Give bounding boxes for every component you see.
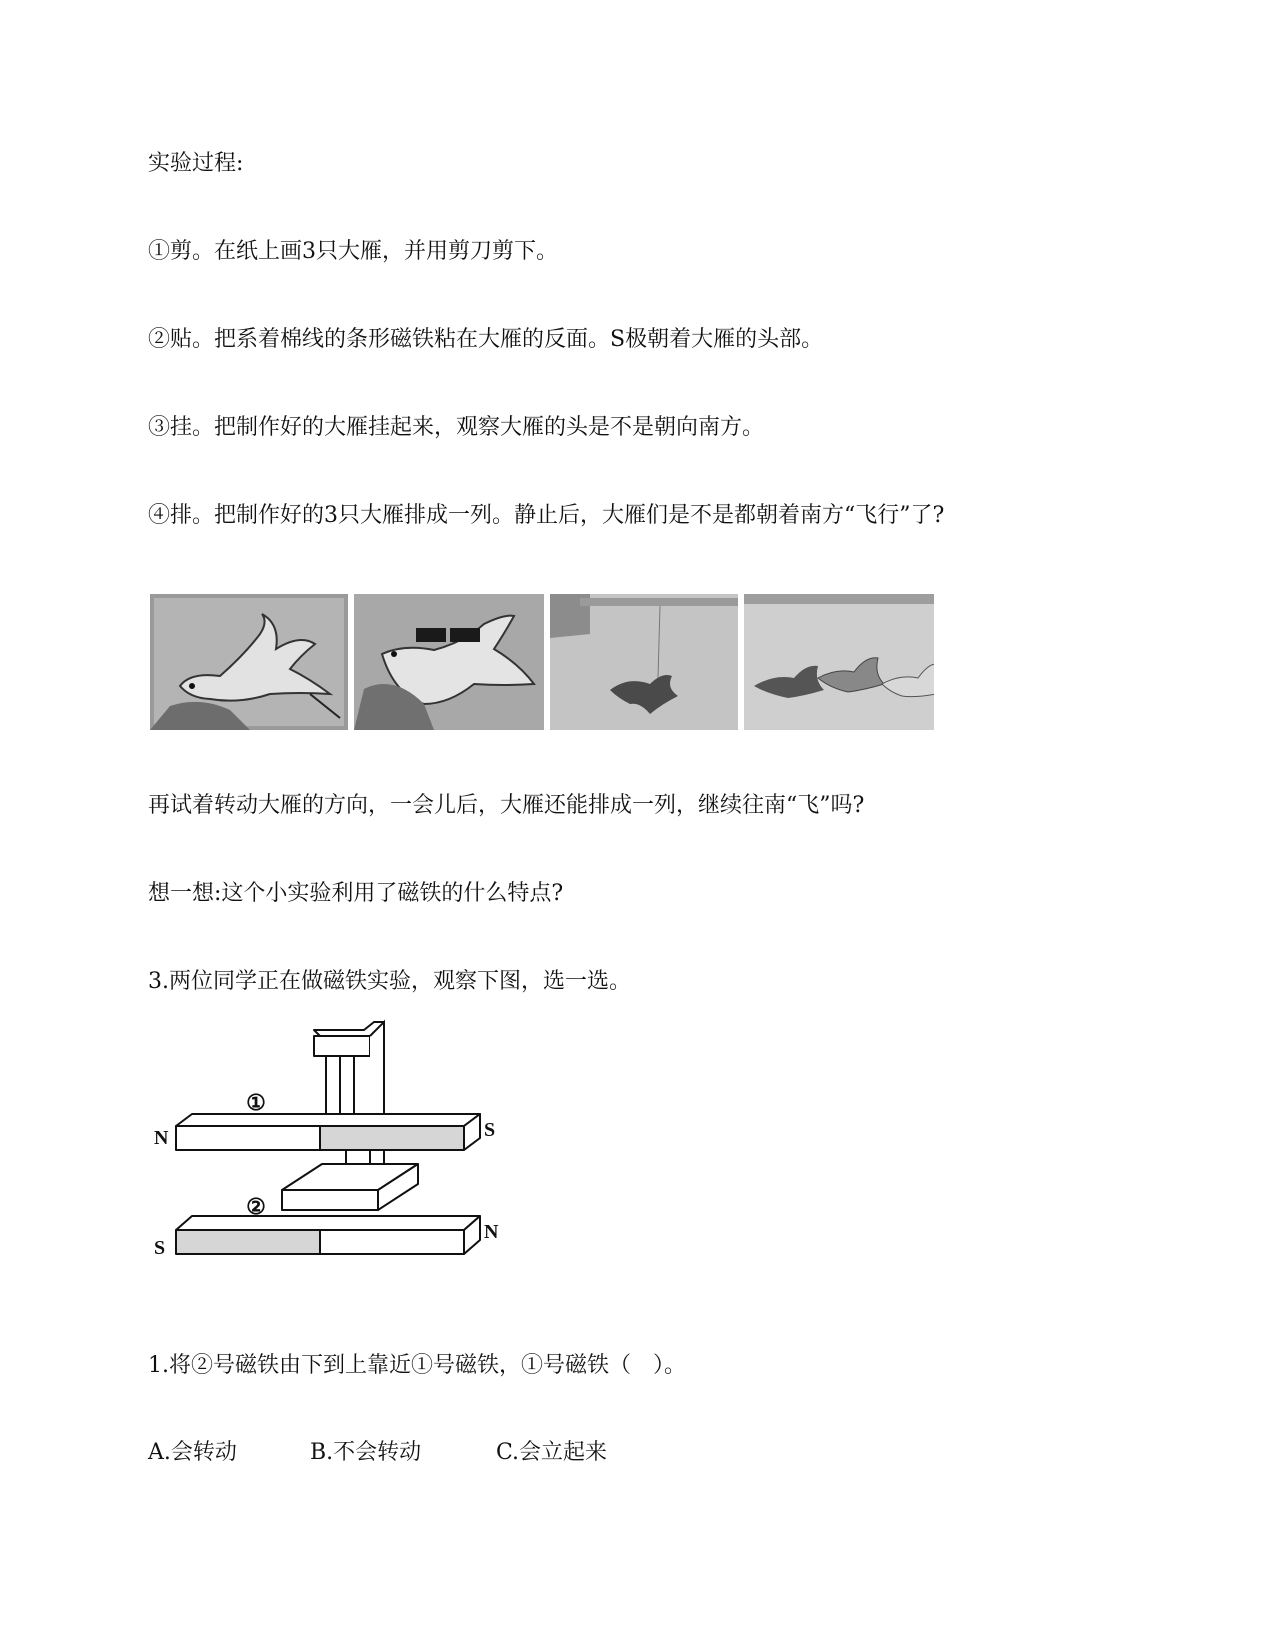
three-geese-row-photo [744, 594, 934, 730]
step-1-text: ①剪。在纸上画3只大雁，并用剪刀剪下。 [148, 239, 558, 264]
question-3-title: 3.两位同学正在做磁铁实验，观察下图，选一选。 [148, 969, 631, 994]
step-4-text: ④排。把制作好的3只大雁排成一列。静止后，大雁们是不是都朝着南方“飞行”了? [148, 503, 945, 528]
magnet-1 [176, 1114, 480, 1150]
option-a[interactable]: A.会转动 [148, 1440, 237, 1465]
magnet-experiment-diagram [152, 1018, 512, 1280]
stick-magnet-photo [354, 594, 544, 730]
step-3-text: ③挂。把制作好的大雁挂起来，观察大雁的头是不是朝向南方。 [148, 415, 765, 440]
option-b[interactable]: B.不会转动 [310, 1440, 422, 1465]
think-question: 想一想:这个小实验利用了磁铁的什么特点? [148, 881, 564, 906]
hang-goose-photo [550, 594, 738, 730]
magnet-2-label: ② [246, 1194, 266, 1219]
process-title: 实验过程: [148, 151, 244, 176]
retry-question: 再试着转动大雁的方向，一会儿后，大雁还能排成一列，继续往南“飞”吗? [148, 793, 865, 818]
cut-goose-photo [150, 594, 348, 730]
step-2-text: ②贴。把系着棉线的条形磁铁粘在大雁的反面。S极朝着大雁的头部。 [148, 327, 824, 352]
question-3-1: 1.将②号磁铁由下到上靠近①号磁铁，①号磁铁（ ）。 [148, 1353, 686, 1378]
magnet-2 [176, 1216, 480, 1254]
magnet-2-left-pole: S [154, 1237, 166, 1259]
magnet-2-right-pole: N [484, 1221, 499, 1243]
option-c[interactable]: C.会立起来 [496, 1440, 608, 1465]
magnet-1-label: ① [246, 1090, 266, 1115]
stand-base [282, 1164, 418, 1210]
magnet-1-left-pole: N [154, 1127, 169, 1149]
magnet-1-right-pole: S [484, 1119, 496, 1141]
